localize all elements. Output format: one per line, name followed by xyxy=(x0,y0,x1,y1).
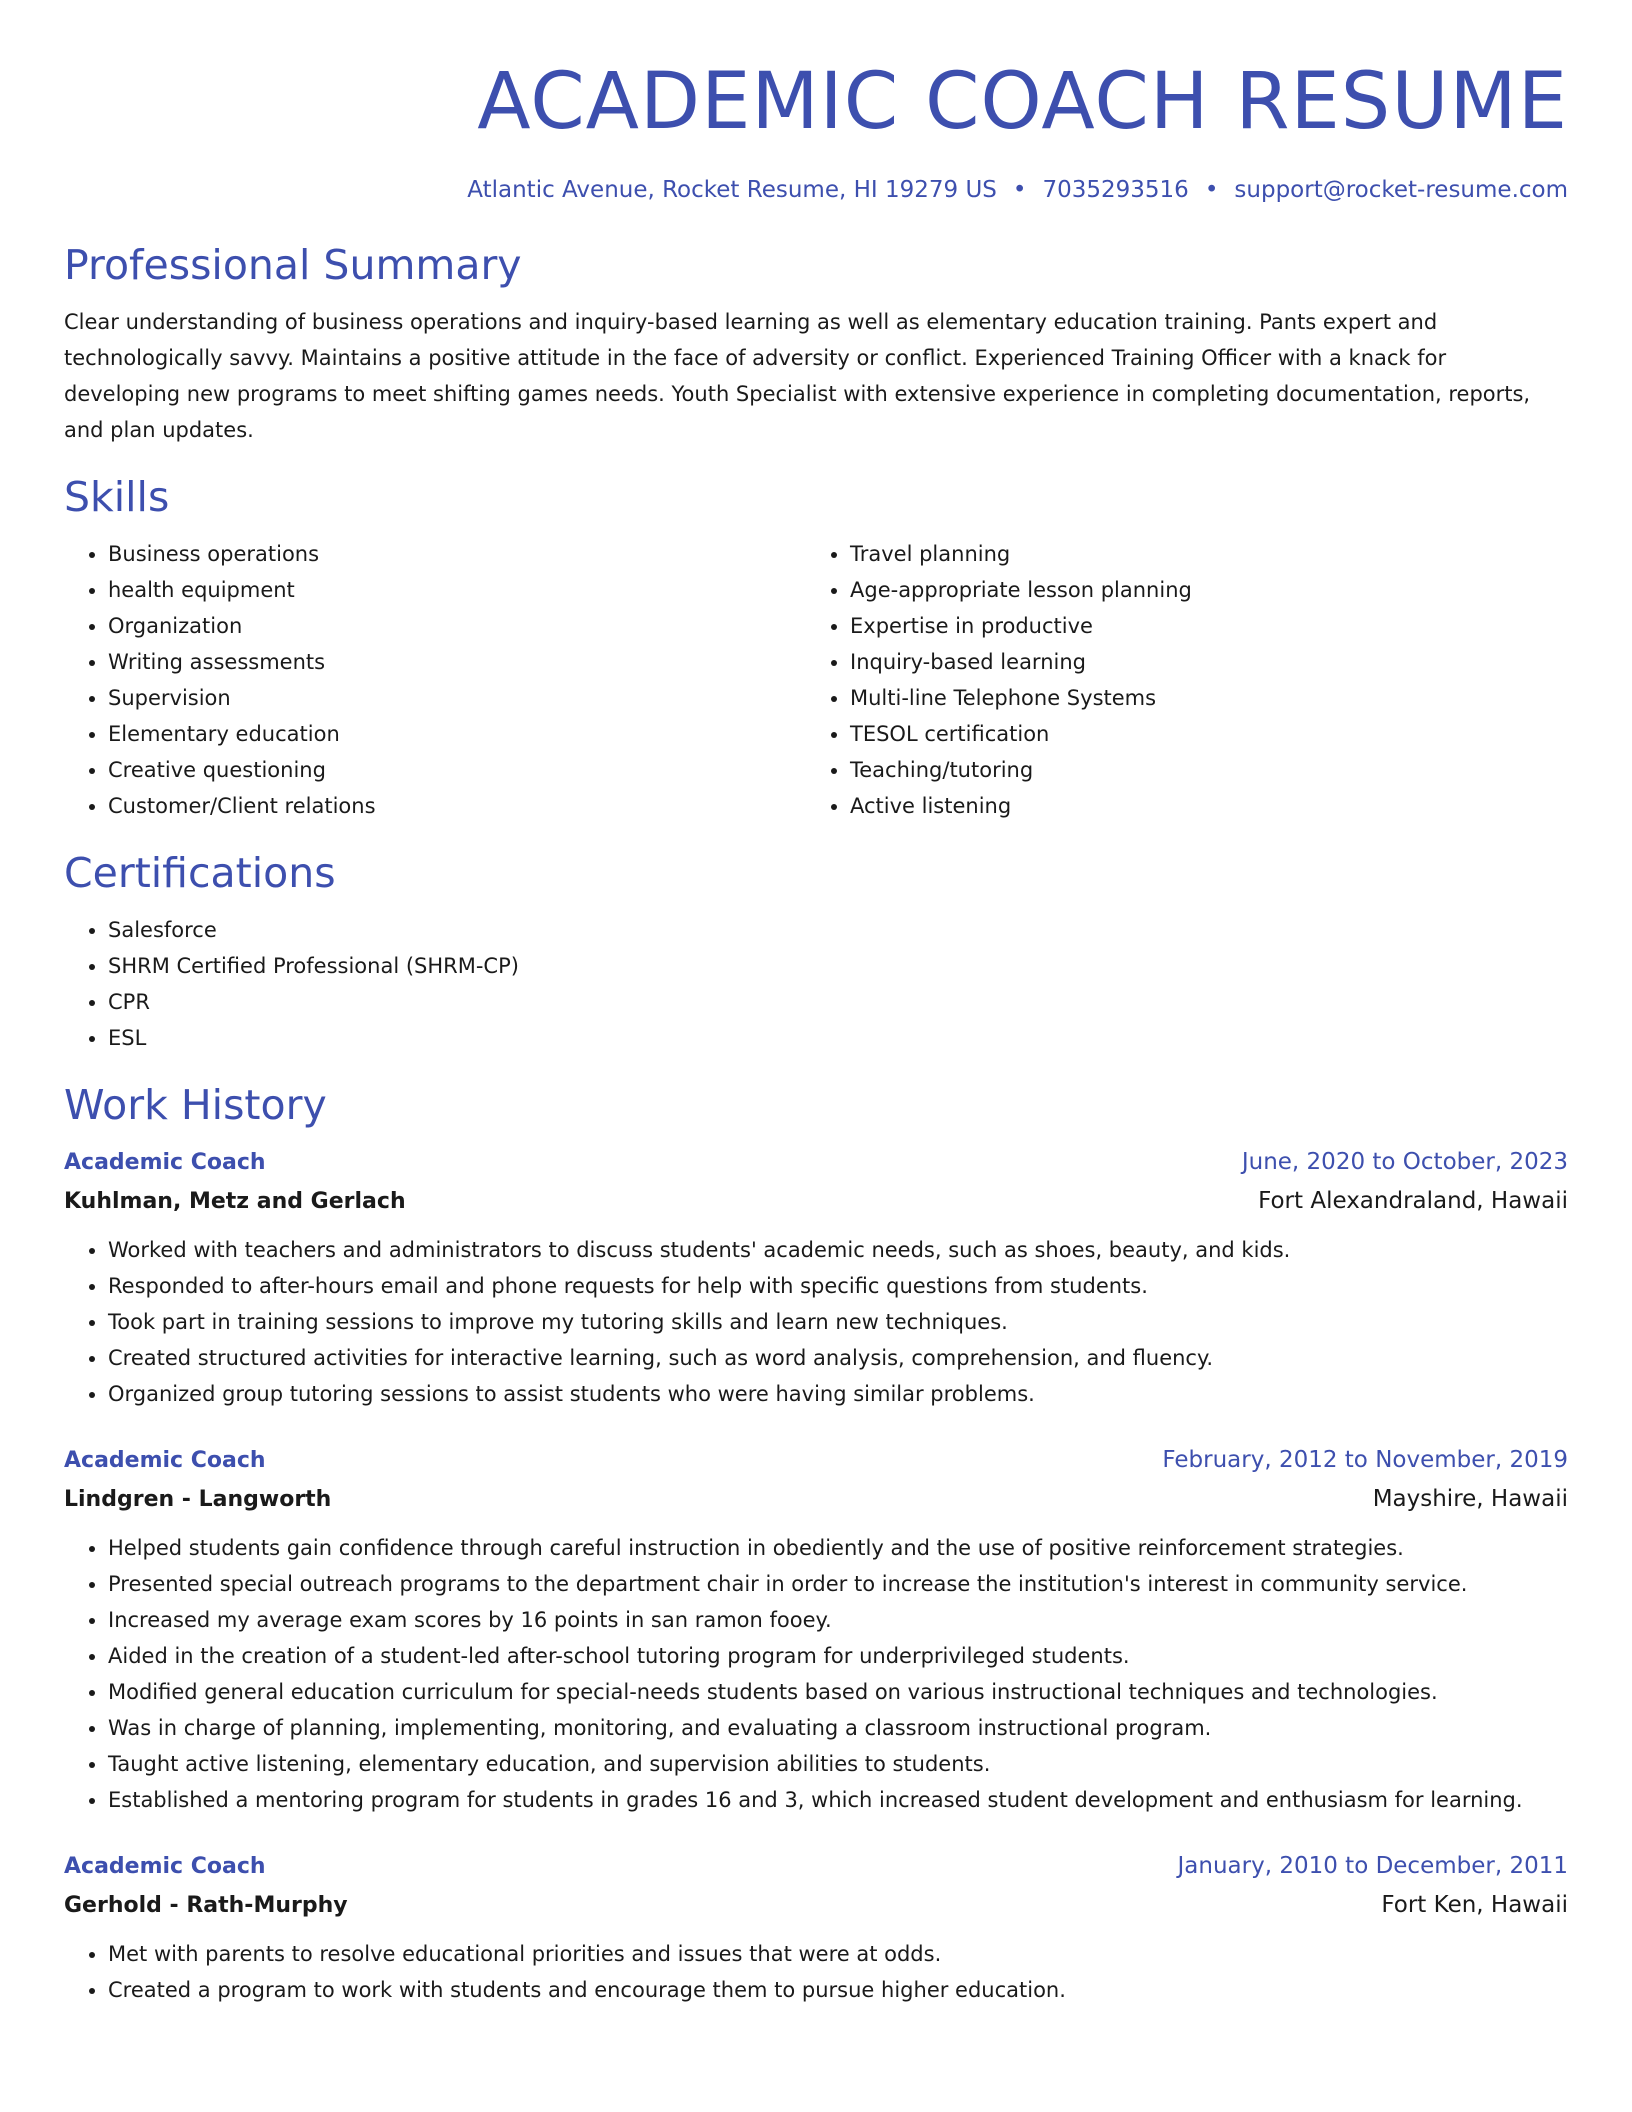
skill-item: • Customer/Client relations xyxy=(108,788,806,824)
job-entry xyxy=(64,1144,1568,1412)
job-bullet: • Aided in the creation of a student-led after-school tutoring program for underprivileged students. xyxy=(108,1638,1568,1674)
contact-phone: 7035293516 xyxy=(1042,177,1189,203)
job-header-row xyxy=(64,1144,1568,1181)
summary-section xyxy=(64,238,1568,448)
contact-address: Atlantic Avenue, Rocket Resume, HI 19279 US xyxy=(467,177,997,203)
skill-item: • Expertise in productive xyxy=(850,608,1548,644)
skills-column-right xyxy=(806,536,1548,824)
skill-item: • Creative questioning xyxy=(108,752,806,788)
job-company-row xyxy=(64,1885,1568,1926)
skills-heading: Skills xyxy=(64,473,170,521)
job-header-row xyxy=(64,1442,1568,1479)
summary-heading: Professional Summary xyxy=(64,241,522,289)
skill-item: • Active listening xyxy=(850,788,1548,824)
resume-title: ACADEMIC COACH RESUME xyxy=(477,57,1568,147)
job-bullet: • Modified general education curriculum for special-needs students based on various instructional techniques and technologies. xyxy=(108,1674,1568,1710)
skill-item: • Business operations xyxy=(108,536,806,572)
skills-list-right xyxy=(806,536,1548,824)
job-bullet: • Created a program to work with students and encourage them to pursue higher education. xyxy=(108,1972,1568,2008)
skill-item: • Travel planning xyxy=(850,536,1548,572)
work-history-section xyxy=(64,1078,1568,2008)
work-history-heading: Work History xyxy=(64,1081,327,1129)
skill-item: • Teaching/tutoring xyxy=(850,752,1548,788)
contact-email: support@rocket-resume.com xyxy=(1234,177,1568,203)
certification-item: • Salesforce xyxy=(108,912,1568,948)
contact-separator: • xyxy=(1204,177,1219,203)
job-entry xyxy=(64,1848,1568,2008)
skill-item: • Supervision xyxy=(108,680,806,716)
job-entry xyxy=(64,1442,1568,1818)
job-title: Academic Coach xyxy=(64,1854,266,1879)
skill-item: • TESOL certification xyxy=(850,716,1548,752)
job-location: Fort Ken, Hawaii xyxy=(1381,1892,1568,1918)
skill-item: • health equipment xyxy=(108,572,806,608)
skills-section xyxy=(64,470,1568,824)
skill-item: • Writing assessments xyxy=(108,644,806,680)
summary-text: Clear understanding of business operations and inquiry-based learning as well as elementary education training. Pants expert and technologically savvy. Maintains a positive attitude in the face of adversity or conflict. Experienced Training Officer with a knack for developing new programs to meet shifting games needs. Youth Specialist with extensive experience in completing documentation, reports, and plan updates. xyxy=(64,310,1531,442)
job-title: Academic Coach xyxy=(64,1150,266,1175)
job-location: Fort Alexandraland, Hawaii xyxy=(1258,1188,1568,1214)
certifications-section xyxy=(64,846,1568,1056)
skills-column-left xyxy=(64,536,806,824)
job-company-row xyxy=(64,1479,1568,1520)
certification-item: • SHRM Certified Professional (SHRM-CP) xyxy=(108,948,1568,984)
contact-separator: • xyxy=(1012,177,1027,203)
job-bullet: • Responded to after-hours email and phone requests for help with specific questions from students. xyxy=(108,1268,1568,1304)
job-bullets xyxy=(64,1232,1568,1412)
job-bullets xyxy=(64,1936,1568,2008)
job-bullet: • Presented special outreach programs to the department chair in order to increase the institution's interest in community service. xyxy=(108,1566,1568,1602)
skills-list-left xyxy=(64,536,806,824)
job-company: Lindgren - Langworth xyxy=(64,1487,332,1512)
job-company-row xyxy=(64,1181,1568,1222)
certification-item: • ESL xyxy=(108,1020,1568,1056)
contact-line xyxy=(64,174,1568,206)
job-title: Academic Coach xyxy=(64,1448,266,1473)
job-bullet: • Helped students gain confidence through careful instruction in obediently and the use of positive reinforcement strategies. xyxy=(108,1530,1568,1566)
job-dates: June, 2020 to October, 2023 xyxy=(1241,1149,1568,1175)
skill-item: • Elementary education xyxy=(108,716,806,752)
skill-item: • Inquiry-based learning xyxy=(850,644,1548,680)
job-company: Kuhlman, Metz and Gerlach xyxy=(64,1189,406,1214)
job-location: Mayshire, Hawaii xyxy=(1372,1486,1568,1512)
job-bullet: • Taught active listening, elementary education, and supervision abilities to students. xyxy=(108,1746,1568,1782)
job-bullet: • Organized group tutoring sessions to assist students who were having similar problems. xyxy=(108,1376,1568,1412)
skill-item: • Age-appropriate lesson planning xyxy=(850,572,1548,608)
job-bullet: • Established a mentoring program for students in grades 16 and 3, which increased student development and enthusiasm for learning. xyxy=(108,1782,1568,1818)
skill-item: • Multi-line Telephone Systems xyxy=(850,680,1548,716)
skills-grid xyxy=(64,536,1568,824)
job-dates: January, 2010 to December, 2011 xyxy=(1177,1853,1568,1879)
job-bullet: • Worked with teachers and administrators to discuss students' academic needs, such as shoes, beauty, and kids. xyxy=(108,1232,1568,1268)
job-bullet: • Took part in training sessions to improve my tutoring skills and learn new techniques. xyxy=(108,1304,1568,1340)
certification-item: • CPR xyxy=(108,984,1568,1020)
certifications-heading: Certifications xyxy=(64,849,336,897)
job-header-row xyxy=(64,1848,1568,1885)
job-bullets xyxy=(64,1530,1568,1818)
job-bullet: • Created structured activities for interactive learning, such as word analysis, comprehension, and fluency. xyxy=(108,1340,1568,1376)
job-bullet: • Was in charge of planning, implementing, monitoring, and evaluating a classroom instructional program. xyxy=(108,1710,1568,1746)
job-company: Gerhold - Rath-Murphy xyxy=(64,1893,348,1918)
job-dates: February, 2012 to November, 2019 xyxy=(1162,1447,1568,1473)
certifications-list xyxy=(64,912,1568,1056)
job-bullet: • Increased my average exam scores by 16 points in san ramon fooey. xyxy=(108,1602,1568,1638)
job-bullet: • Met with parents to resolve educational priorities and issues that were at odds. xyxy=(108,1936,1568,1972)
skill-item: • Organization xyxy=(108,608,806,644)
